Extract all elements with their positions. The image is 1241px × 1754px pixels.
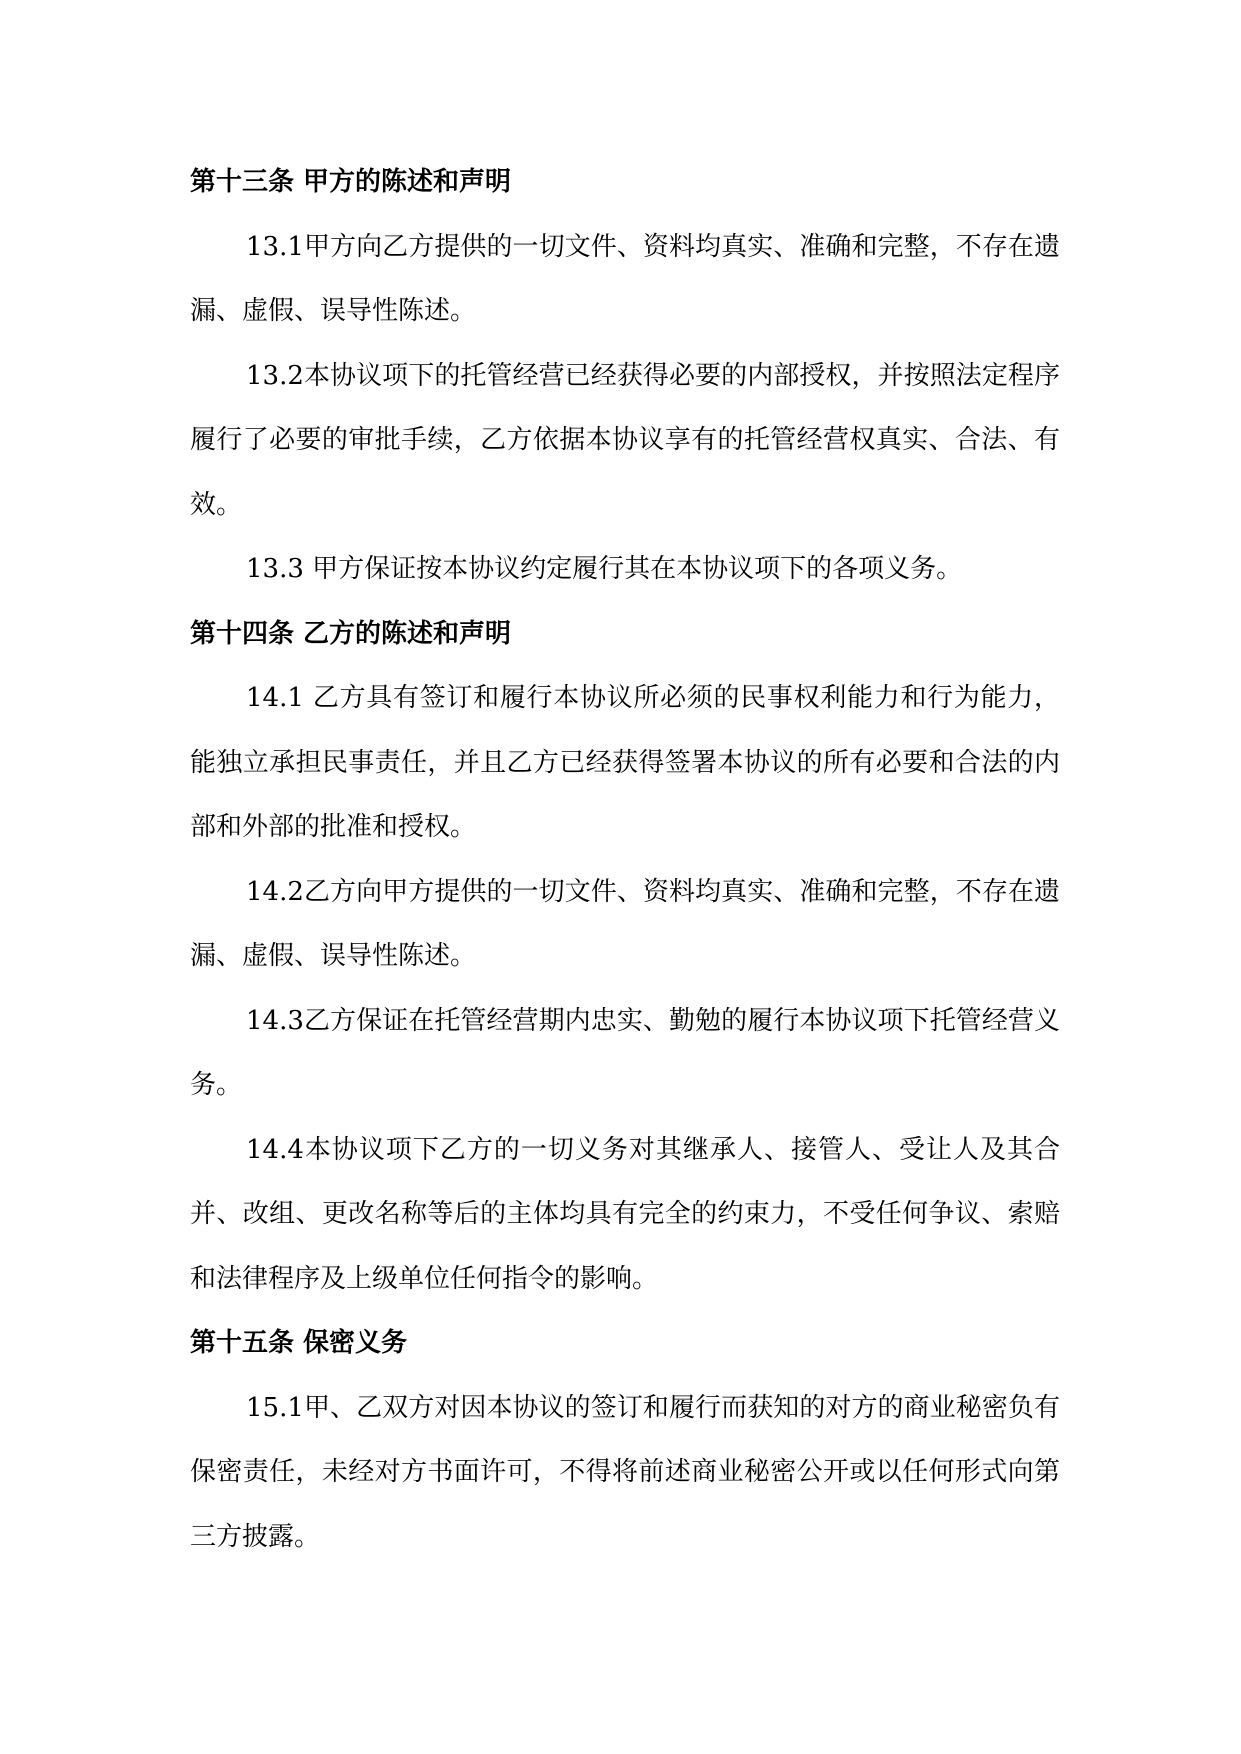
clause-13-2: 13.2本协议项下的托管经营已经获得必要的内部授权，并按照法定程序履行了必要的审批手续，乙方依据本协议享有的托管经营权真实、合法、有效。: [190, 360, 1060, 520]
clause-13-3: 13.3 甲方保证按本协议约定履行其在本协议项下的各项义务。: [246, 554, 963, 584]
clause-13-1: 13.1甲方向乙方提供的一切文件、资料均真实、准确和完整，不存在遗漏、虚假、误导性陈述。: [190, 231, 1060, 326]
section-heading: 第十三条 甲方的陈述和声明: [190, 167, 512, 197]
clause-15-1: 15.1甲、乙双方对因本协议的签订和履行而获知的对方的商业秘密负有保密责任，未经对方书面许可，不得将前述商业秘密公开或以任何形式向第三方披露。: [190, 1392, 1060, 1552]
section-heading: 第十四条 乙方的陈述和声明: [190, 618, 512, 649]
section-14: [190, 602, 1060, 1312]
section-15: [190, 1311, 1060, 1569]
clause-14-2: 14.2乙方向甲方提供的一切文件、资料均真实、准确和完整，不存在遗漏、虚假、误导性陈述。: [190, 876, 1060, 971]
document-page: [190, 150, 1060, 1569]
section-heading: 第十五条 保密义务: [190, 1328, 408, 1358]
clause-14-4: 14.4本协议项下乙方的一切义务对其继承人、接管人、受让人及其合并、改组、更改名称等后的主体均具有完全的约束力，不受任何争议、索赔和法律程序及上级单位任何指令的影响。: [190, 1134, 1060, 1294]
clause-14-3: 14.3乙方保证在托管经营期内忠实、勤勉的履行本协议项下托管经营义务。: [190, 1005, 1060, 1100]
section-13: [190, 150, 1060, 602]
clause-14-1: 14.1 乙方具有签订和履行本协议所必须的民事权利能力和行为能力，能独立承担民事责任，并且乙方已经获得签署本协议的所有必要和合法的内部和外部的批准和授权。: [190, 683, 1060, 842]
